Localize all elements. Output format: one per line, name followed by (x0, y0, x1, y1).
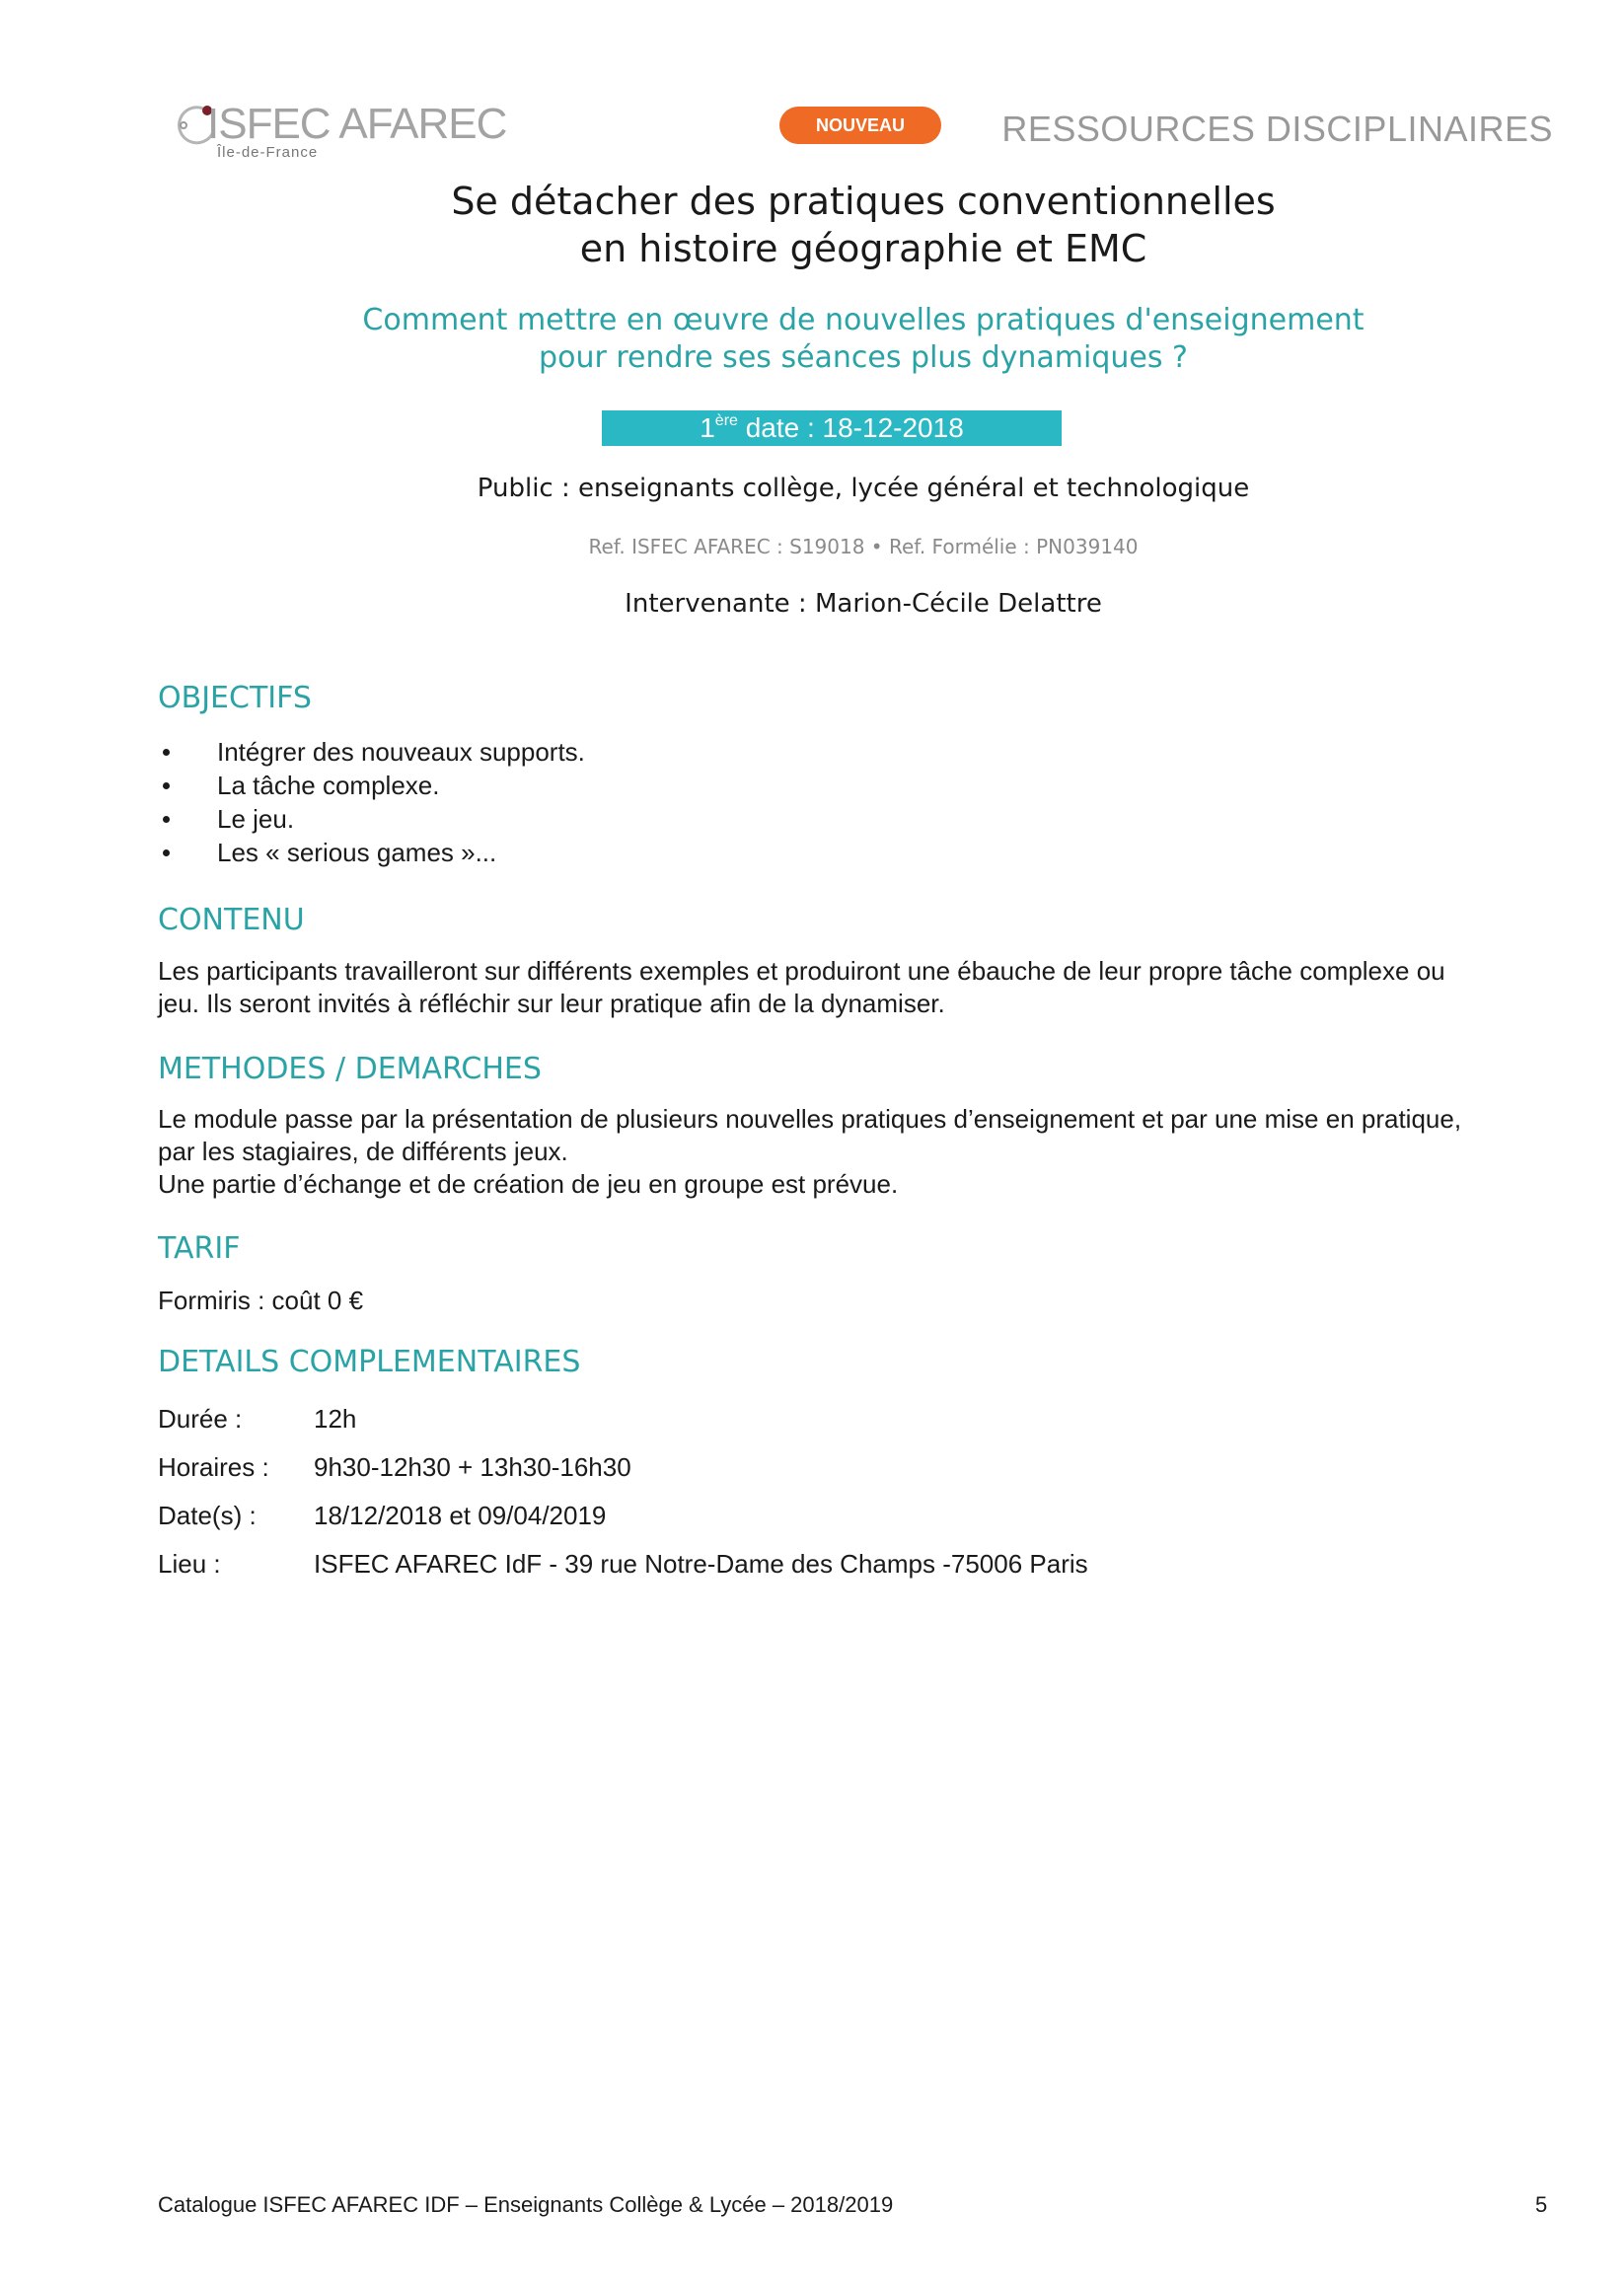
methodes-text (158, 1103, 1569, 1201)
contenu-heading: CONTENU (158, 903, 305, 937)
title-line-2: en histoire géographie et EMC (579, 227, 1147, 270)
date-ordinal-suffix: ère (714, 412, 738, 429)
list-item (158, 836, 585, 869)
intervenant-line: Intervenante : Marion-Cécile Delattre (625, 589, 1102, 619)
details-value: 12h (314, 1404, 357, 1434)
list-item-text: Intégrer des nouveaux supports. (217, 737, 585, 767)
list-item (158, 735, 585, 769)
date-text: date : 18-12-2018 (737, 412, 964, 443)
bullet-icon (163, 816, 170, 823)
public-line: Public : enseignants collège, lycée général et technologique (477, 474, 1250, 503)
tarif-text: Formiris : coût 0 € (158, 1286, 364, 1315)
details-value: 9h30-12h30 + 13h30-16h30 (314, 1452, 631, 1482)
rubrique-label: RESSOURCES DISCIPLINAIRES (1001, 109, 1553, 149)
list-item (158, 802, 585, 836)
subtitle-line-2: pour rendre ses séances plus dynamiques ? (539, 340, 1188, 375)
tarif-heading: TARIF (158, 1231, 241, 1266)
list-item (158, 769, 585, 802)
details-label: Lieu : (158, 1549, 221, 1579)
details-label: Durée : (158, 1404, 243, 1434)
bullet-icon (163, 849, 170, 856)
date-ordinal: 1 (700, 412, 715, 443)
page-title (0, 178, 1624, 272)
list-item-text: Les « serious games »... (217, 838, 497, 867)
details-label: Horaires : (158, 1452, 269, 1482)
first-date-bar (602, 410, 1062, 446)
nouveau-badge: NOUVEAU (779, 107, 941, 144)
objectifs-list (158, 735, 585, 869)
footer-text: Catalogue ISFEC AFAREC IDF – Enseignants Collège & Lycée – 2018/2019 (158, 2192, 894, 2217)
page-number: 5 (1535, 2192, 1548, 2217)
logo-text: ISFEC AFAREC (207, 100, 507, 148)
methodes-line-3: Une partie d’échange et de création de jeu en groupe est prévue. (158, 1169, 899, 1199)
subtitle-line-1: Comment mettre en œuvre de nouvelles pratiques d'enseignement (362, 303, 1365, 337)
contenu-line-1: Les participants travailleront sur différents exemples et produiront une ébauche de leur propre tâche complexe ou (158, 956, 1445, 986)
details-heading: DETAILS COMPLEMENTAIRES (158, 1345, 581, 1379)
isfec-logo (174, 99, 509, 162)
bullet-icon (163, 782, 170, 789)
bullet-icon (163, 749, 170, 756)
logo-subtext: Île-de-France (217, 144, 319, 161)
details-value: 18/12/2018 et 09/04/2019 (314, 1501, 607, 1530)
list-item-text: Le jeu. (217, 804, 295, 834)
title-line-1: Se détacher des pratiques conventionnelles (451, 180, 1276, 223)
page-subtitle (0, 302, 1624, 377)
details-value: ISFEC AFAREC IdF - 39 rue Notre-Dame des Champs -75006 Paris (314, 1549, 1088, 1579)
contenu-text (158, 955, 1569, 1020)
methodes-heading: METHODES / DEMARCHES (158, 1052, 542, 1086)
methodes-line-2: par les stagiaires, de différents jeux. (158, 1137, 568, 1166)
contenu-line-2: jeu. Ils seront invités à réfléchir sur leur pratique afin de la dynamiser. (158, 989, 945, 1018)
objectifs-heading: OBJECTIFS (158, 681, 312, 715)
references-line: Ref. ISFEC AFAREC : S19018 • Ref. Formélie : PN039140 (588, 535, 1139, 558)
list-item-text: La tâche complexe. (217, 771, 440, 800)
details-label: Date(s) : (158, 1501, 257, 1530)
methodes-line-1: Le module passe par la présentation de plusieurs nouvelles pratiques d’enseignement et par une mise en pratique, (158, 1104, 1462, 1134)
